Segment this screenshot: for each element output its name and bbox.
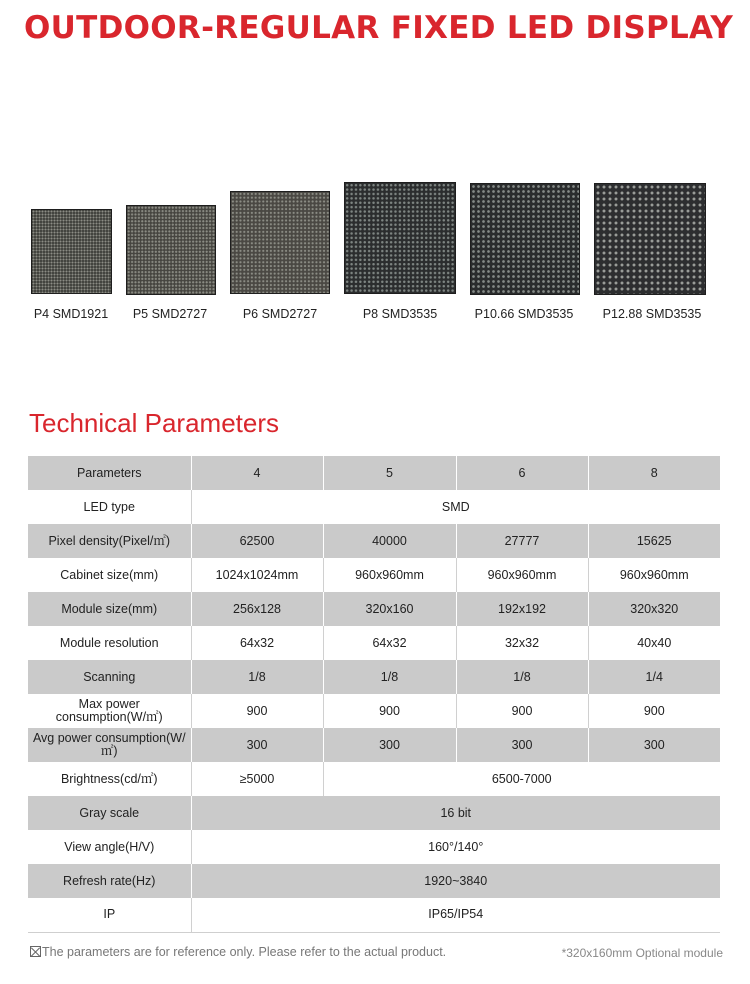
module-label: P4 SMD1921 (33, 307, 109, 321)
row-label: Max power consumption(W/㎡) (55, 697, 163, 724)
table-cell: 40000 (323, 524, 456, 558)
table-row (28, 762, 720, 796)
table-cell: 960x960mm (456, 558, 588, 592)
table-cell: 64x32 (191, 626, 323, 660)
row-label: Refresh rate(Hz) (28, 864, 191, 898)
table-cell: 40x40 (588, 626, 720, 660)
module-label: P6 SMD2727 (242, 307, 318, 321)
footnote-text: The parameters are for reference only. Please refer to the actual product. (42, 945, 447, 959)
row-label: Avg power consumption(W/㎡) (28, 728, 191, 762)
table-row (28, 524, 720, 558)
table-row (28, 490, 720, 524)
table-cell: 320x160 (323, 592, 456, 626)
table-row (28, 694, 720, 728)
table-row (28, 864, 720, 898)
module-label: P10.66 SMD3535 (474, 307, 574, 321)
module-image-p5 (126, 205, 216, 295)
table-cell: 1/4 (588, 660, 720, 694)
row-label: Module size(mm) (28, 592, 191, 626)
table-row (28, 558, 720, 592)
table-cell: 300 (588, 728, 720, 762)
table-header-cell: 5 (323, 456, 456, 490)
table-row (28, 796, 720, 830)
table-cell: 192x192 (456, 592, 588, 626)
table-cell: 16 bit (191, 796, 720, 830)
table-cell: 15625 (588, 524, 720, 558)
table-cell: 900 (323, 694, 456, 728)
table-cell: 960x960mm (323, 558, 456, 592)
table-cell: 1/8 (456, 660, 588, 694)
row-label: Module resolution (59, 635, 159, 650)
module-image-p12 (594, 183, 706, 295)
table-header-cell: 4 (191, 456, 323, 490)
table-cell: IP65/IP54 (191, 898, 720, 932)
table-cell: 1024x1024mm (191, 558, 323, 592)
table-cell: 300 (191, 728, 323, 762)
table-cell: 900 (588, 694, 720, 728)
table-cell: 960x960mm (588, 558, 720, 592)
table-header-cell: Parameters (28, 456, 191, 490)
row-label: IP (28, 898, 191, 932)
table-header-cell: 6 (456, 456, 588, 490)
table-header-row (28, 456, 720, 490)
module-label: P12.88 SMD3535 (602, 307, 702, 321)
table-cell: 27777 (456, 524, 588, 558)
section-title: Technical Parameters (29, 408, 279, 438)
footnote (30, 945, 446, 959)
table-cell: 900 (191, 694, 323, 728)
module-image-p10 (470, 183, 580, 295)
table-cell: 160°/140° (191, 830, 720, 864)
table-cell: 300 (456, 728, 588, 762)
table-cell: 900 (456, 694, 588, 728)
table-row (28, 660, 720, 694)
table-cell: ≥5000 (191, 762, 323, 796)
row-label: Cabinet size(mm) (60, 567, 159, 582)
table-cell: 320x320 (588, 592, 720, 626)
module-label: P5 SMD2727 (132, 307, 208, 321)
row-label: Gray scale (28, 796, 191, 830)
table-cell: 32x32 (456, 626, 588, 660)
table-cell: 62500 (191, 524, 323, 558)
table-cell: 1/8 (191, 660, 323, 694)
table-cell: 1/8 (323, 660, 456, 694)
table-row (28, 898, 720, 932)
row-label: View angle(H/V) (64, 839, 155, 854)
table-header-cell: 8 (588, 456, 720, 490)
table-cell: 1920~3840 (191, 864, 720, 898)
table-cell: 6500-7000 (323, 762, 720, 796)
module-label: P8 SMD3535 (362, 307, 438, 321)
table-row (28, 626, 720, 660)
table-row (28, 592, 720, 626)
module-image-p8 (344, 182, 456, 294)
table-row (28, 728, 720, 762)
row-label: Brightness(cd/㎡) (60, 771, 158, 786)
row-label: Pixel density(Pixel/㎡) (28, 524, 191, 558)
row-label: Scanning (28, 660, 191, 694)
table-cell: 256x128 (191, 592, 323, 626)
parameters-table (28, 456, 720, 933)
checkbox-x-icon (30, 946, 41, 957)
table-cell: 64x32 (323, 626, 456, 660)
module-image-p4 (31, 209, 112, 294)
table-row (28, 830, 720, 864)
optional-module-note: *320x160mm Optional module (561, 946, 723, 960)
table-cell: 300 (323, 728, 456, 762)
page-title: OUTDOOR-REGULAR FIXED LED DISPLAY (24, 10, 734, 46)
module-image-p6 (230, 191, 330, 294)
row-label: LED type (83, 499, 135, 514)
table-cell: SMD (191, 490, 720, 524)
